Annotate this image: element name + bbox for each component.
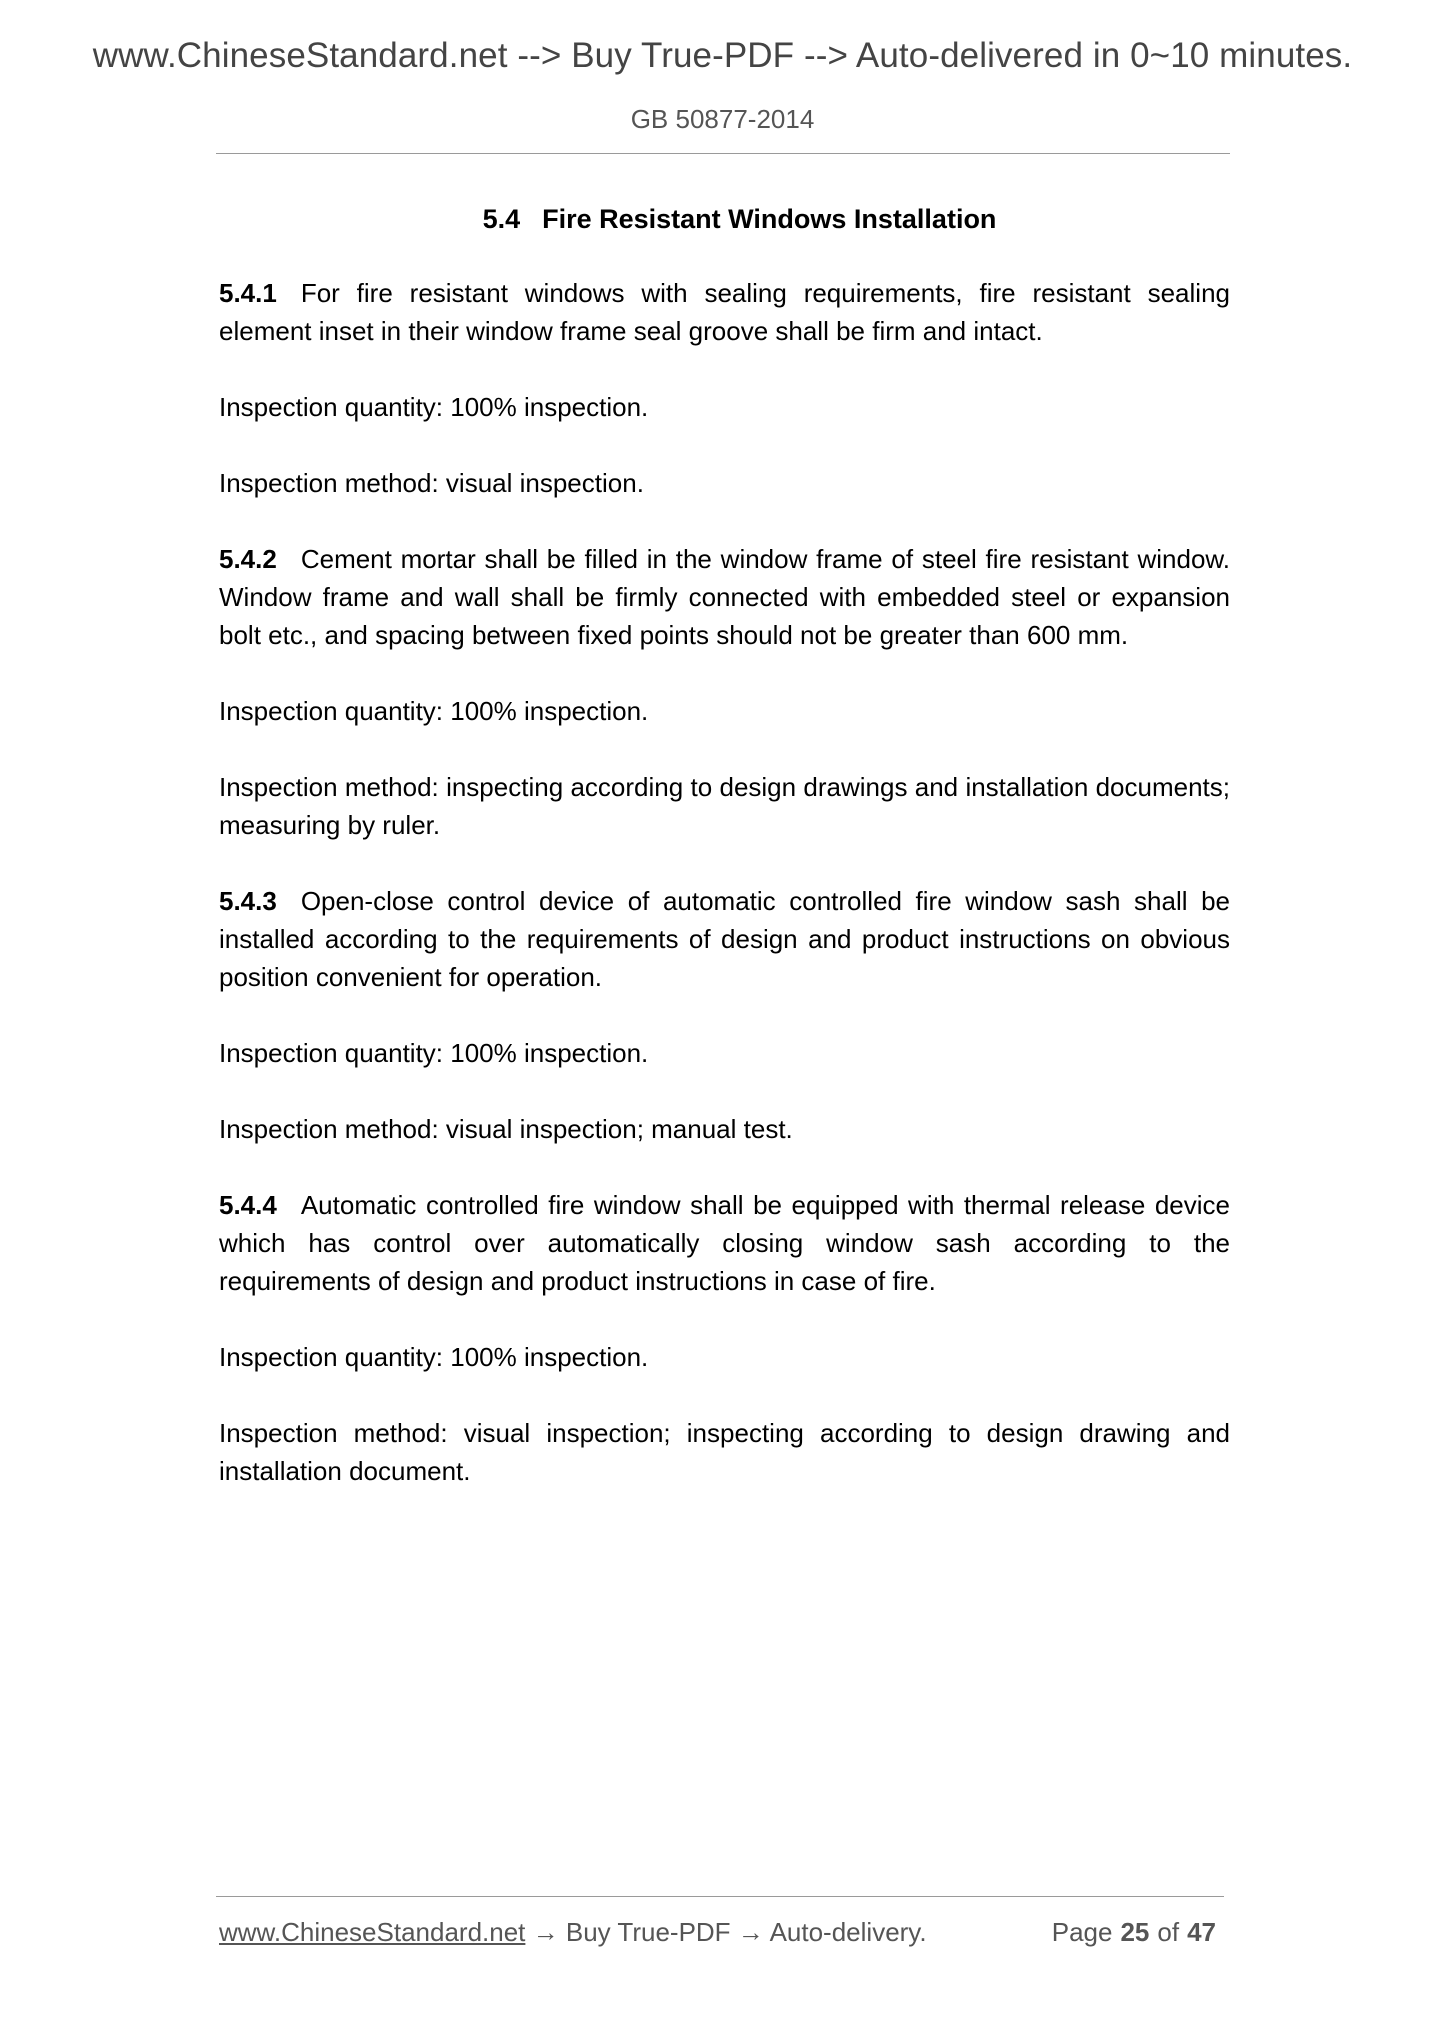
inspection-quantity: Inspection quantity: 100% inspection.: [219, 392, 649, 422]
page-of-label: of: [1157, 1917, 1180, 1947]
clause-number: 5.4.1: [219, 278, 277, 308]
footer-divider: [216, 1896, 1224, 1897]
section-number: 5.4: [482, 204, 521, 234]
clause-number: 5.4.3: [219, 886, 277, 916]
document-code: GB 50877-2014: [630, 104, 815, 134]
inspection-quantity: Inspection quantity: 100% inspection.: [219, 1038, 649, 1068]
footer-tagline: → Buy True-PDF → Auto-delivery.: [525, 1917, 927, 1947]
clause-paragraph: [219, 540, 1230, 654]
inspection-quantity: Inspection quantity: 100% inspection.: [219, 1342, 649, 1372]
clause-paragraph: [219, 882, 1230, 996]
clause-text: Cement mortar shall be filled in the window frame of steel fire resistant window. Window frame and wall shall be firmly connected with embedded steel or expansion bolt etc., and spacing between fixed points should not be greater than 600 mm.: [219, 544, 1230, 650]
page-content: [219, 200, 1230, 1528]
inspection-method: Inspection method: visual inspection; manual test.: [219, 1114, 793, 1144]
clause-paragraph: [219, 1186, 1230, 1300]
footer-website-link[interactable]: www.ChineseStandard.net: [219, 1917, 526, 1947]
page-footer: [219, 1917, 1224, 1948]
clause-text: Automatic controlled fire window shall be equipped with thermal release device which has control over automatically closing window sash according to the requirements of design and product instructions in case of fire.: [219, 1190, 1230, 1296]
clause-number: 5.4.2: [219, 544, 277, 574]
clause-number: 5.4.4: [219, 1190, 277, 1220]
inspection-method: Inspection method: visual inspection.: [219, 468, 644, 498]
header-divider: [216, 153, 1230, 154]
section-title: Fire Resistant Windows Installation: [542, 204, 997, 234]
page-indicator: [1052, 1917, 1224, 1948]
page-label: Page: [1051, 1917, 1113, 1947]
clause-paragraph: [219, 274, 1230, 350]
inspection-method: Inspection method: inspecting according to design drawings and installation documents; measuring by ruler.: [219, 772, 1230, 840]
page-total: 47: [1187, 1917, 1216, 1947]
top-banner: www.ChineseStandard.net --> Buy True-PDF --> Auto-delivered in 0~10 minutes.: [92, 36, 1353, 75]
inspection-method: Inspection method: visual inspection; inspecting according to design drawing and installation document.: [219, 1418, 1230, 1486]
clause-text: For fire resistant windows with sealing requirements, fire resistant sealing element inset in their window frame seal groove shall be firm and intact.: [219, 278, 1230, 346]
section-heading: [219, 200, 1230, 238]
inspection-quantity: Inspection quantity: 100% inspection.: [219, 696, 649, 726]
clause-text: Open-close control device of automatic controlled fire window sash shall be installed according to the requirements of design and product instructions on obvious position convenient for operation.: [219, 886, 1230, 992]
page-current: 25: [1120, 1917, 1150, 1947]
